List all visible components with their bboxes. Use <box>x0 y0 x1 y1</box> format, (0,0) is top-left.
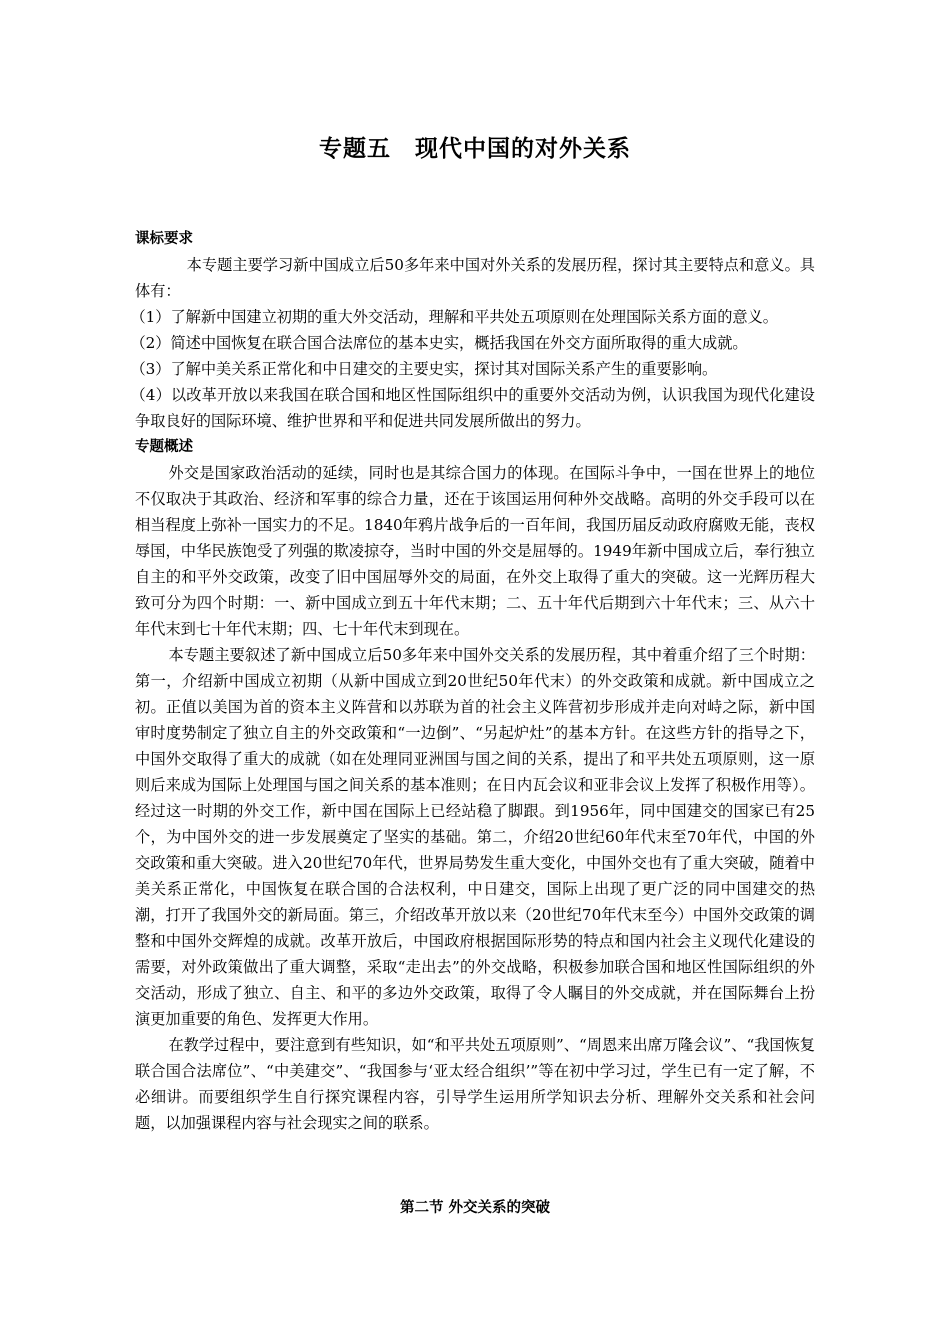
requirement-item-3: （3）了解中美关系正常化和中日建交的主要史实，探讨其对国际关系产生的重要影响。 <box>130 360 718 378</box>
overview-paragraph-1: 外交是国家政治活动的延续，同时也是其综合国力的体现。在国际斗争中，一国在世界上的地位不仅取决于其政治、经济和军事的综合力量，还在于该国运用何种外交战略。高明的外交手段可以在相当程度上弥补一国实力的不足。1840年鸦片战争后的一百年间，我国历届反动政府腐败无能，丧权辱国，中华民族饱受了列强的欺凌掠夺，当时中国的外交是屈辱的。1949年新中国成立后，奉行独立自主的和平外交政策，改变了旧中国屈辱外交的局面，在外交上取得了重大的突破。这一光辉历程大致可分为四个时期：一、新中国成立到五十年代末期；二、五十年代后期到六十年代末；三、从六十年代末到七十年代末期；四、七十年代末到现在。 <box>135 464 815 638</box>
requirement-item-4: （4）以改革开放以来我国在联合国和地区性国际组织中的重要外交活动为例，认识我国为现代化建设争取良好的国际环境、维护世界和平和促进共同发展所做出的努力。 <box>130 386 815 430</box>
overview-heading: 专题概述 <box>135 439 193 455</box>
document-title: 专题五 现代中国的对外关系 <box>319 136 631 162</box>
section-two-heading: 第二节 外交关系的突破 <box>399 1200 551 1216</box>
document-body <box>130 226 815 1136</box>
overview-paragraph-2: 本专题主要叙述了新中国成立后50多年来中国外交关系的发展历程，其中着重介绍了三个时期：第一，介绍新中国成立初期（从新中国成立到20世纪50年代末）的外交政策和成就。新中国成立之初。正值以美国为首的资本主义阵营和以苏联为首的社会主义阵营初步形成并走向对峙之际，新中国审时度势制定了独立自主的外交政策和“一边倒”、“另起炉灶”的基本方针。在这些方针的指导之下，中国外交取得了重大的成就（如在处理同亚洲国与国之间的关系，提出了和平共处五项原则，这一原则后来成为国际上处理国与国之间关系的基本准则；在日内瓦会议和亚非会议上发挥了积极作用等）。经过这一时期的外交工作，新中国在国际上已经站稳了脚跟。到1956年，同中国建交的国家已有25个，为中国外交的进一步发展奠定了坚实的基础。第二，介绍20世纪60年代末至70年代，中国的外交政策和重大突破。进入20世纪70年代，世界局势发生重大变化，中国外交也有了重大突破，随着中美关系正常化，中国恢复在联合国的合法权利，中日建交，国际上出现了更广泛的同中国建交的热潮，打开了我国外交的新局面。第三，介绍改革开放以来（20世纪70年代末至今）中国外交政策的调整和中国外交辉煌的成就。改革开放后，中国政府根据国际形势的特点和国内社会主义现代化建设的需要，对外政策做出了重大调整，采取“走出去”的外交战略，积极参加联合国和地区性国际组织的外交活动，形成了独立、自主、和平的多边外交政策，取得了令人瞩目的外交成就，并在国际舞台上扮演更加重要的角色、发挥更大作用。 <box>135 646 815 1028</box>
requirement-item-1: （1）了解新中国建立初期的重大外交活动，理解和平共处五项原则在处理国际关系方面的意义。 <box>130 308 778 326</box>
curriculum-requirements-intro: 本专题主要学习新中国成立后50多年来中国对外关系的发展历程，探讨其主要特点和意义。具体有： <box>135 256 815 300</box>
requirement-item-2: （2）简述中国恢复在联合国合法席位的基本史实，概括我国在外交方面所取得的重大成就。 <box>130 334 748 352</box>
overview-paragraph-3: 在教学过程中，要注意到有些知识，如“和平共处五项原则”、“周恩来出席万隆会议”、“我国恢复联合国合法席位”、“中美建交”、“我国参与‘亚太经合组织’”等在初中学习过，学生已有一定了解，不必细讲。而要组织学生自行探究课程内容，引导学生运用所学知识去分析、理解外交关系和社会问题，以加强课程内容与社会现实之间的联系。 <box>135 1036 815 1132</box>
curriculum-requirements-heading: 课标要求 <box>135 231 193 247</box>
